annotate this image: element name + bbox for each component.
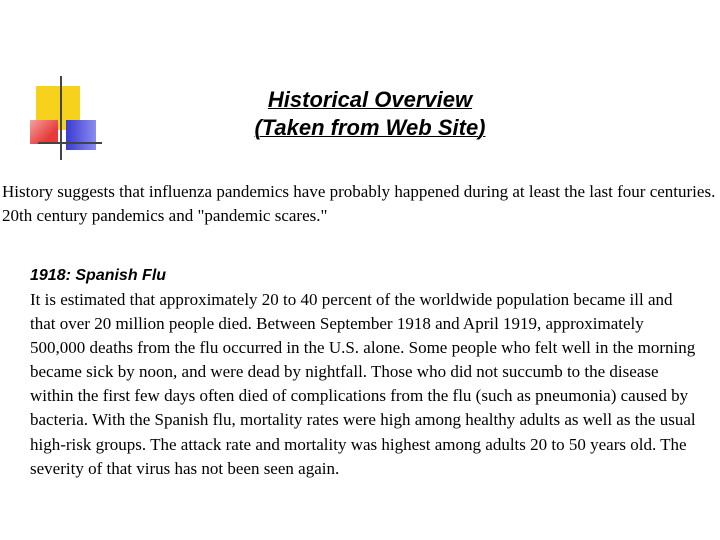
slide-logo-decoration <box>30 76 100 160</box>
vertical-divider <box>60 76 62 160</box>
intro-paragraph: History suggests that influenza pandemics have probably happened during at least the last four centuries. 20th century pandemics and "pandemic scares." <box>2 182 716 225</box>
blue-square-icon <box>66 120 96 150</box>
slide-title <box>180 86 560 142</box>
red-square-icon <box>30 120 58 144</box>
section-body: It is estimated that approximately 20 to 40 percent of the worldwide population became ill and that over 20 million people died. Between September 1918 and April 1919, approximately 500,000 deaths from the flu occurred in the U.S. alone. Some people who felt well in the morning became sick by noon, and were dead by nightfall. Those who did not succumb to the disease within the first few days often died of complications from the flu (such as pneumonia) caused by bacteria. With the Spanish flu, mortality rates were high among healthy adults as well as the usual high-risk groups. The attack rate and mortality was highest among adults 20 to 50 years old. The severity of that virus has not been seen again. <box>30 290 696 478</box>
slide-title-line1: Historical Overview <box>267 87 473 112</box>
section-heading: 1918: Spanish Flu <box>30 267 167 284</box>
slide-title-line2: (Taken from Web Site) <box>254 115 486 140</box>
horizontal-divider <box>38 142 102 144</box>
spanish-flu-section <box>30 264 700 481</box>
